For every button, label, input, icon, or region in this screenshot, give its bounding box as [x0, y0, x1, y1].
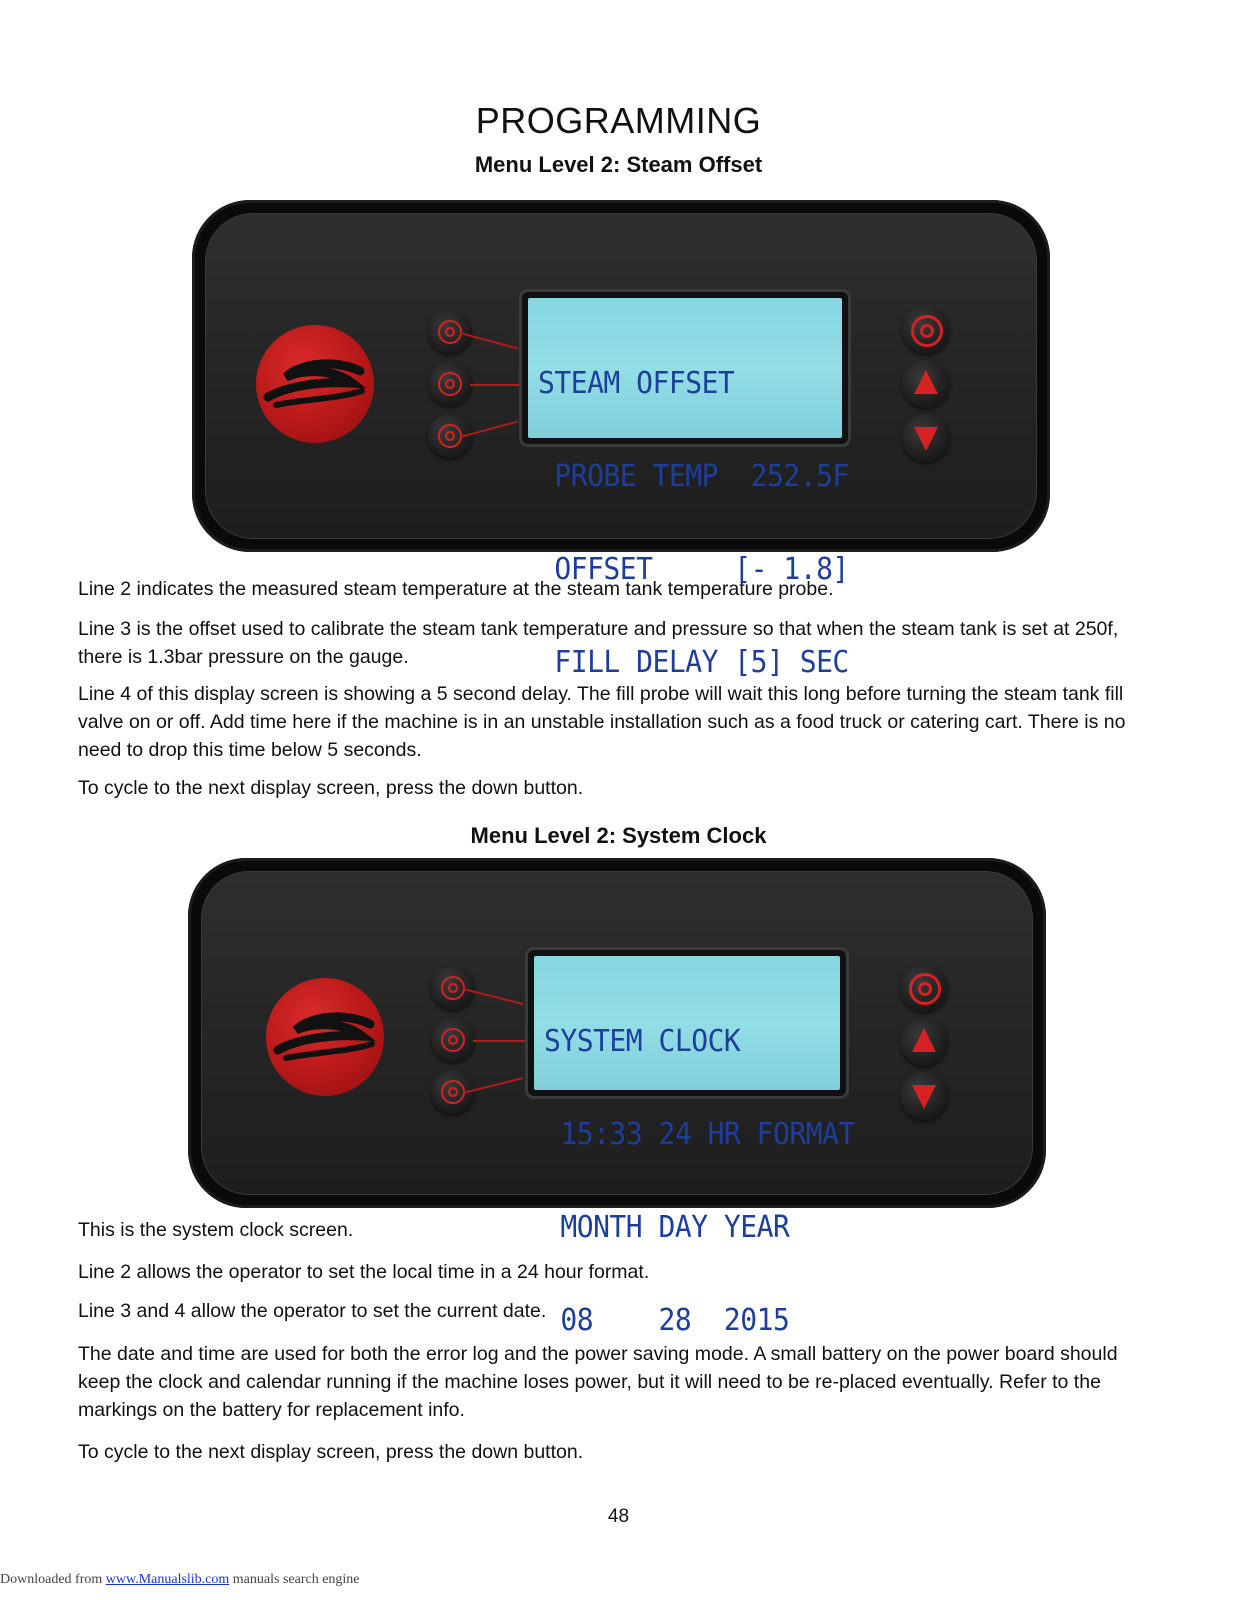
down-button[interactable]	[900, 1072, 948, 1120]
lcd-screen	[534, 956, 855, 1338]
leader-line-2	[473, 1040, 525, 1042]
paragraph-steam-line4: Line 4 of this display screen is showing a 5 second delay. The fill probe will wait this long before turning the steam tank fill valve on or off. Add time here if the machine is in an unstable installation such as a food truck or catering cart. There is no need to drop this time below 5 seconds.	[78, 683, 1126, 761]
lcd-line-2: PROBE TEMP 252.5F	[538, 457, 849, 494]
lcd-line-4: FILL DELAY [5] SEC	[538, 643, 849, 680]
left-button-2[interactable]	[428, 362, 472, 406]
lcd-line-3: OFFSET [- 1.8]	[538, 550, 849, 587]
arrow-down-icon	[914, 427, 938, 451]
arrow-up-icon	[914, 370, 938, 394]
ring-icon	[441, 1080, 465, 1104]
download-footer	[0, 1572, 360, 1588]
lcd-line-1: STEAM OFFSET	[538, 364, 735, 401]
ring-icon	[441, 976, 465, 1000]
brand-logo-icon	[266, 978, 384, 1096]
page-number: 48	[607, 1506, 630, 1527]
paragraph-steam-line3: Line 3 is the offset used to calibrate the steam tank temperature and pressure so that when the steam tank is set at 250f, there is 1.3bar pressure on the gauge.	[78, 618, 1119, 668]
paragraph-steam-cycle: To cycle to the next display screen, press the down button.	[78, 777, 584, 799]
paragraph-clock-battery: The date and time are used for both the error log and the power saving mode. A small battery on the power board should keep the clock and calendar running if the machine loses power, but it will need to be re-placed eventually. Refer to the markings on the battery for replacement info.	[78, 1343, 1118, 1421]
page-title: PROGRAMMING	[475, 100, 762, 141]
down-button[interactable]	[902, 414, 950, 462]
paragraph-steam-line2: Line 2 indicates the measured steam temperature at the steam tank temperature probe.	[78, 578, 834, 600]
ring-icon	[438, 372, 462, 396]
ring-icon	[911, 315, 943, 347]
lcd-line-3: MONTH DAY YEAR	[544, 1208, 790, 1245]
paragraph-clock-line2: Line 2 allows the operator to set the local time in a 24 hour format.	[78, 1261, 650, 1283]
enter-button[interactable]	[900, 964, 948, 1012]
footer-prefix: Downloaded from	[0, 1572, 106, 1587]
lcd-display	[528, 950, 855, 1338]
ring-icon	[438, 424, 462, 448]
section-title-steam-offset: Menu Level 2: Steam Offset	[474, 152, 763, 177]
enter-button[interactable]	[902, 306, 950, 354]
footer-suffix: manuals search engine	[229, 1572, 360, 1587]
manualslib-link[interactable]: www.Manualslib.com	[105, 1572, 230, 1587]
paragraph-clock-line34: Line 3 and 4 allow the operator to set the current date.	[78, 1300, 547, 1322]
brand-logo-icon	[256, 325, 374, 443]
up-button[interactable]	[902, 360, 950, 408]
up-button[interactable]	[900, 1018, 948, 1066]
ring-icon	[909, 973, 941, 1005]
lcd-line-1: SYSTEM CLOCK	[544, 1022, 741, 1059]
arrow-down-icon	[912, 1085, 936, 1109]
paragraph-clock-cycle: To cycle to the next display screen, press the down button.	[78, 1441, 584, 1463]
ring-icon	[438, 320, 462, 344]
lcd-line-4: 08 28 2015	[544, 1301, 790, 1338]
leader-line-2	[470, 384, 520, 386]
arrow-up-icon	[912, 1028, 936, 1052]
paragraph-clock-intro: This is the system clock screen.	[78, 1219, 354, 1241]
left-button-1[interactable]	[431, 966, 475, 1010]
lcd-line-2: 15:33 24 HR FORMAT	[544, 1115, 855, 1152]
lcd-display	[522, 292, 849, 680]
ring-icon	[441, 1028, 465, 1052]
lcd-screen	[528, 298, 849, 680]
left-button-1[interactable]	[428, 310, 472, 354]
left-button-2[interactable]	[431, 1018, 475, 1062]
section-title-system-clock: Menu Level 2: System Clock	[470, 823, 767, 848]
